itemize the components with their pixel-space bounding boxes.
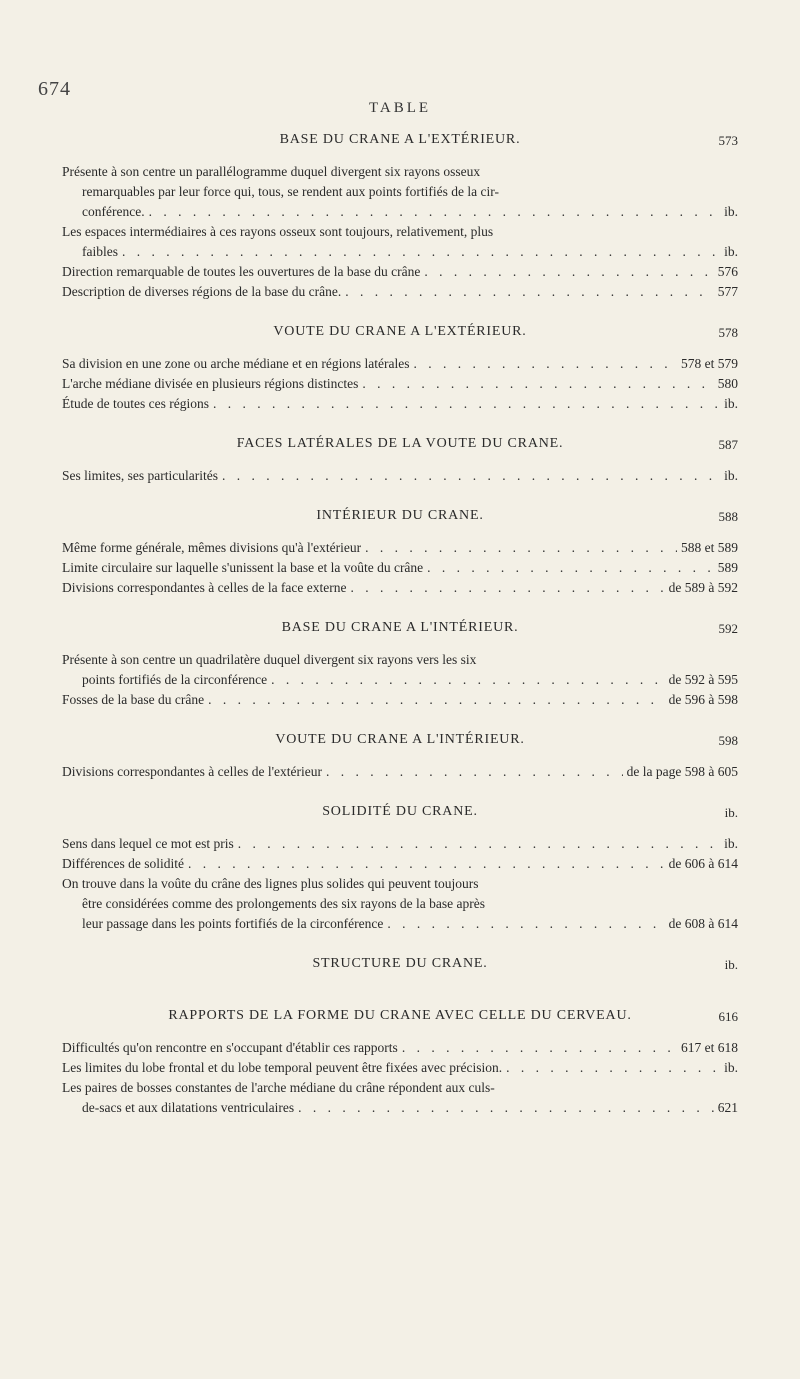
entry-text-line: points fortifiés de la circonférence: [82, 672, 268, 687]
section-page-number: 587: [718, 437, 738, 452]
section-page-number: 592: [718, 621, 738, 636]
dot-leader: [222, 466, 720, 486]
entry-text-line: Divisions correspondantes à celles de la face externe: [62, 580, 347, 595]
toc-section: [62, 508, 738, 620]
dot-leader: [362, 374, 713, 394]
toc-section: [62, 132, 738, 324]
entry-text-line: Les paires de bosses constantes de l'arche médiane du crâne répondent aux culs-: [62, 1080, 495, 1095]
toc-section: [62, 732, 738, 804]
entry-page-ref: de 596 à 598: [668, 692, 738, 707]
dot-leader: [365, 538, 677, 558]
section-spacer: [62, 710, 738, 732]
entry-text-line: Ses limites, ses particularités: [62, 468, 218, 483]
entry-page-ref: ib.: [724, 836, 738, 851]
entry-leader-line: [62, 914, 738, 934]
entry-text-line: L'arche médiane divisée en plusieurs régions distinctes: [62, 376, 359, 391]
entry-leader-line: [62, 282, 738, 302]
toc-entry: [62, 1038, 738, 1058]
entry-leader-line: [62, 242, 738, 262]
toc-section: [62, 324, 738, 436]
toc-entry: [62, 538, 738, 558]
dot-leader: [122, 242, 720, 262]
section-page-number: 588: [718, 509, 738, 524]
section-page-number: 573: [718, 133, 738, 148]
entry-text-line: Limite circulaire sur laquelle s'unissent la base et la voûte du crâne: [62, 560, 424, 575]
toc-entry: [62, 1078, 738, 1118]
entry-text-line: Sa division en une zone ou arche médiane et en régions latérales: [62, 356, 410, 371]
toc-entry: [62, 558, 738, 578]
section-spacer: [62, 486, 738, 508]
section-title: VOUTE DU CRANE A L'INTÉRIEUR.: [275, 732, 525, 747]
entry-leader-line: [62, 262, 738, 282]
toc-section: [62, 956, 738, 1008]
dot-leader: [208, 690, 665, 710]
entry-leader-line: [62, 1098, 738, 1118]
entry-text-line: leur passage dans les points fortifiés de la circonférence: [82, 916, 384, 931]
entry-text-line: remarquables par leur force qui, tous, se rendent aux points fortifiés de la cir-: [82, 184, 499, 199]
section-page-number: 616: [718, 1009, 738, 1024]
section-spacer: [62, 1118, 738, 1140]
entry-text-line: Même forme générale, mêmes divisions qu'à l'extérieur: [62, 540, 362, 555]
page-number: 674: [38, 78, 71, 100]
entry-leader-line: [62, 1038, 738, 1058]
toc-entry: [62, 262, 738, 282]
toc-section: [62, 620, 738, 732]
dot-leader: [298, 1098, 714, 1118]
entry-leader-line: [62, 854, 738, 874]
entry-page-ref: 588 et 589: [681, 540, 738, 555]
entry-leader-line: [62, 354, 738, 374]
entry-text-line: Description de diverses régions de la base du crâne.: [62, 284, 342, 299]
section-spacer: [62, 782, 738, 804]
entry-leader-line: [62, 374, 738, 394]
entry-leader-line: [62, 394, 738, 414]
section-spacer: [62, 598, 738, 620]
section-title: BASE DU CRANE A L'EXTÉRIEUR.: [279, 132, 521, 147]
entry-page-ref: 621: [717, 1100, 738, 1115]
section-spacer: [62, 414, 738, 436]
toc-entry: [62, 1058, 738, 1078]
entry-text-line: Fosses de la base du crâne: [62, 692, 205, 707]
toc-entry: [62, 466, 738, 486]
section-heading: [62, 324, 738, 346]
toc-entry: [62, 578, 738, 598]
entry-text-line: On trouve dans la voûte du crâne des lignes plus solides qui peuvent toujours: [62, 876, 479, 891]
entry-text-line: Divisions correspondantes à celles de l'extérieur: [62, 764, 322, 779]
section-spacer: [62, 302, 738, 324]
entry-text-line: Présente à son centre un quadrilatère duquel divergent six rayons vers les six: [62, 652, 477, 667]
section-title: FACES LATÉRALES DE LA VOUTE DU CRANE.: [236, 436, 564, 451]
entry-text-line: Direction remarquable de toutes les ouvertures de la base du crâne: [62, 264, 421, 279]
entry-leader-line: [62, 834, 738, 854]
dot-leader: [326, 762, 623, 782]
entry-page-ref: 577: [717, 284, 738, 299]
toc-section: [62, 804, 738, 956]
toc-entry: [62, 162, 738, 222]
entry-text-line: être considérées comme des prolongements des six rayons de la base après: [82, 896, 485, 911]
dot-leader: [424, 262, 713, 282]
toc-section: [62, 436, 738, 508]
table-of-contents: [62, 132, 738, 1140]
entry-page-ref: 617 et 618: [681, 1040, 738, 1055]
entry-page-ref: 578 et 579: [681, 356, 738, 371]
section-heading: [62, 956, 738, 978]
entry-page-ref: 580: [717, 376, 738, 391]
toc-entry: [62, 282, 738, 302]
toc-entry: [62, 374, 738, 394]
entry-leader-line: [62, 558, 738, 578]
entry-page-ref: ib.: [724, 204, 738, 219]
section-heading: [62, 436, 738, 458]
toc-entry: [62, 834, 738, 854]
section-heading: [62, 508, 738, 530]
section-heading: [62, 732, 738, 754]
entry-leader-line: [62, 1058, 738, 1078]
section-heading: [62, 620, 738, 642]
entry-text-line: Les espaces intermédiaires à ces rayons osseux sont toujours, relativement, plus: [62, 224, 494, 239]
section-title: STRUCTURE DU CRANE.: [312, 956, 488, 971]
entry-page-ref: ib.: [724, 244, 738, 259]
dot-leader: [351, 578, 665, 598]
section-title: RAPPORTS DE LA FORME DU CRANE AVEC CELLE DU CERVEAU.: [168, 1008, 632, 1023]
section-heading: [62, 804, 738, 826]
entry-page-ref: 589: [717, 560, 738, 575]
section-page-number: ib.: [724, 957, 738, 972]
section-spacer: [62, 986, 738, 1008]
toc-section: [62, 1008, 738, 1140]
section-page-number: ib.: [724, 805, 738, 820]
dot-leader: [414, 354, 678, 374]
entry-page-ref: de 608 à 614: [668, 916, 738, 931]
section-title: VOUTE DU CRANE A L'EXTÉRIEUR.: [273, 324, 527, 339]
running-title: TABLE: [368, 100, 432, 116]
entry-text-line: Difficultés qu'on rencontre en s'occupant d'établir ces rapports: [62, 1040, 398, 1055]
entry-page-ref: ib.: [724, 468, 738, 483]
dot-leader: [271, 670, 664, 690]
dot-leader: [238, 834, 720, 854]
section-page-number: 598: [718, 733, 738, 748]
entry-text-line: conférence.: [82, 204, 145, 219]
dot-leader: [402, 1038, 677, 1058]
entry-page-ref: de 589 à 592: [668, 580, 738, 595]
entry-page-ref: 576: [717, 264, 738, 279]
toc-entry: [62, 854, 738, 874]
toc-entry: [62, 394, 738, 414]
entry-text-line: Étude de toutes ces régions: [62, 396, 209, 411]
toc-entry: [62, 222, 738, 262]
entry-leader-line: [62, 670, 738, 690]
entry-leader-line: [62, 538, 738, 558]
toc-entry: [62, 690, 738, 710]
dot-leader: [149, 202, 721, 222]
entry-leader-line: [62, 466, 738, 486]
section-title: INTÉRIEUR DU CRANE.: [316, 508, 484, 523]
entry-text-line: Différences de solidité: [62, 856, 184, 871]
dot-leader: [345, 282, 713, 302]
dot-leader: [188, 854, 665, 874]
toc-entry: [62, 874, 738, 934]
dot-leader: [427, 558, 714, 578]
section-page-number: 578: [718, 325, 738, 340]
dot-leader: [213, 394, 720, 414]
dot-leader: [387, 914, 664, 934]
entry-page-ref: ib.: [724, 1060, 738, 1075]
toc-entry: [62, 762, 738, 782]
entry-text-line: Présente à son centre un parallélogramme duquel divergent six rayons osseux: [62, 164, 481, 179]
entry-page-ref: ib.: [724, 396, 738, 411]
dot-leader: [506, 1058, 720, 1078]
entry-leader-line: [62, 578, 738, 598]
entry-text-line: Sens dans lequel ce mot est pris: [62, 836, 234, 851]
section-spacer: [62, 934, 738, 956]
toc-entry: [62, 354, 738, 374]
entry-text-line: Les limites du lobe frontal et du lobe temporal peuvent être fixées avec précision.: [62, 1060, 503, 1075]
entry-text-line: de-sacs et aux dilatations ventriculaires: [82, 1100, 295, 1115]
entry-page-ref: de la page 598 à 605: [626, 764, 738, 779]
entry-leader-line: [62, 762, 738, 782]
entry-leader-line: [62, 202, 738, 222]
section-heading: [62, 132, 738, 154]
section-heading: [62, 1008, 738, 1030]
entry-text-line: faibles: [82, 244, 118, 259]
entry-page-ref: de 592 à 595: [668, 672, 738, 687]
entry-leader-line: [62, 690, 738, 710]
section-title: BASE DU CRANE A L'INTÉRIEUR.: [281, 620, 519, 635]
section-title: SOLIDITÉ DU CRANE.: [322, 804, 478, 819]
toc-entry: [62, 650, 738, 690]
entry-page-ref: de 606 à 614: [668, 856, 738, 871]
